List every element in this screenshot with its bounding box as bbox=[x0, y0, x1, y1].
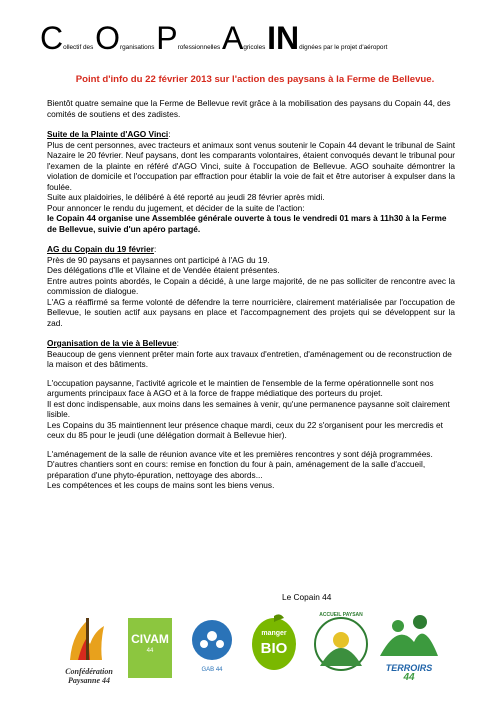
accueil-paysan-emblem-icon bbox=[312, 610, 370, 682]
document-body bbox=[47, 98, 455, 491]
manger-label: manger bbox=[261, 630, 287, 637]
copain-acronym-banner bbox=[40, 22, 470, 62]
confederation-paysanne-logo bbox=[60, 614, 118, 686]
banner-letter-c: C bbox=[40, 20, 64, 56]
plainte-paragraph-2: Suite aux plaidoiries, le délibéré à été reporté au jeudi 28 février après midi. bbox=[47, 192, 325, 202]
section-heading-organisation: Organisation de la vie à Bellevue: bbox=[47, 338, 179, 348]
banner-word-professionnelles: rofessionnelles bbox=[177, 44, 222, 51]
banner-letter-a: A bbox=[221, 20, 244, 56]
civam-logo bbox=[128, 618, 172, 678]
bio-label: BIO bbox=[260, 640, 288, 657]
terroirs-number: 44 bbox=[403, 672, 415, 683]
banner-word-organisations: rganisations bbox=[119, 44, 157, 51]
gab-circle-icon bbox=[184, 618, 240, 662]
organisation-paragraph-3: Il est donc indispensable, aux moins dans les semaines à venir, qu'une permanence paysanne soit clairement lisible. bbox=[47, 398, 450, 419]
ag-paragraph-2: Des délégations d'Ile et Vilaine et de Vendée étaient présentes. bbox=[47, 265, 280, 275]
plainte-announcement: le Copain 44 organise une Assemblée générale ouverte à tous le vendredi 01 mars à 11h30 à la Ferme de Bellevue, suivie d'un apéro partagé. bbox=[47, 213, 447, 234]
intro-paragraph: Bientôt quatre semaine que la Ferme de Bellevue revit grâce à la mobilisation des paysans du Copain 44, des comités de soutiens et des zadistes. bbox=[47, 98, 451, 119]
gab44-logo bbox=[184, 618, 240, 684]
banner-word-collectif: ollectif des bbox=[63, 44, 96, 51]
organisation-paragraph-2: L'occupation paysanne, l'activité agricole et le maintien de l'ensemble de la ferme opérationnelle sont nos arguments principaux face à AGO et à la force de frappe médiatique des porteurs du projet. bbox=[47, 377, 434, 398]
banner-letter-p: P bbox=[156, 20, 178, 56]
section-heading-ag: AG du Copain du 19 février: bbox=[47, 244, 157, 254]
plainte-paragraph-1: Plus de cent personnes, avec tracteurs et animaux sont venus soutenir le Copain 44 devant le tribunal de Saint Nazaire le 20 février. Neuf paysans, dont les comparants volontaires, étaient convoqués devant le tribunal pour l'examen de la plainte en référé d'AGO Vinci, suite à l'occupation de Bellevue. AGO souhaite démontrer la violation de domicile et l'occupation par effraction pour établir la voie de fait et être autoriser à expulser dans la foulée. bbox=[47, 139, 455, 192]
confederation-line-1: Confédération bbox=[65, 667, 113, 676]
signature: Le Copain 44 bbox=[282, 592, 332, 602]
confederation-emblem-icon bbox=[60, 614, 118, 662]
organisation-paragraph-5: L'aménagement de la salle de réunion avance vite et les premières rencontres y sont déjà programmées. bbox=[47, 448, 433, 459]
civam-sub-label: 44 bbox=[146, 648, 154, 654]
section-heading-plainte: Suite de la Plainte d'AGO Vinci: bbox=[47, 129, 171, 139]
organisation-paragraph-7: Les compétences et les coups de mains sont les biens venus. bbox=[47, 480, 275, 490]
banner-letter-o: O bbox=[95, 20, 120, 56]
terroirs-label: TERROIRS bbox=[385, 663, 433, 673]
accueil-paysan-logo bbox=[312, 610, 370, 682]
gab-label: GAB 44 bbox=[201, 667, 223, 673]
ag-paragraph-4: L'AG a réaffirmé sa ferme volonté de défendre la terre nourricière, clairement matérialisée par l'occupation de Bellevue, le soutien actif aux paysans en place et l'accompagnement des projets qui se développent sur la zad. bbox=[47, 296, 455, 328]
confederation-line-2: Paysanne 44 bbox=[68, 676, 110, 685]
organisation-paragraph-6: D'autres chantiers sont en cours: remise en fonction du four à pain, aménagement de la salle d'accueil, préparation d'une phyto-épuration, nettoyage des abords... bbox=[47, 459, 426, 480]
ag-paragraph-1: Près de 90 paysans et paysannes ont participé à l'AG du 19. bbox=[47, 254, 270, 265]
manger-bio-logo bbox=[250, 612, 298, 672]
partner-logos-row bbox=[60, 608, 440, 688]
accueil-label: ACCUEIL PAYSAN bbox=[319, 612, 363, 618]
banner-letters-in: IN bbox=[267, 20, 300, 56]
plainte-paragraph-3: Pour annoncer le rendu du jugement, et décider de la suite de l'action: bbox=[47, 202, 305, 213]
terroirs-hills-icon bbox=[378, 612, 440, 658]
document-title: Point d'info du 22 février 2013 sur l'action des paysans à la Ferme de Bellevue. bbox=[75, 74, 435, 85]
ag-paragraph-3: Entre autres points abordés, le Copain a décidé, à une large majorité, de ne pas solliciter de rencontre avec la commission de dialogue. bbox=[47, 275, 455, 296]
banner-word-agricoles: gricoles bbox=[243, 44, 268, 51]
terroirs44-logo bbox=[378, 612, 440, 682]
organisation-paragraph-1: Beaucoup de gens viennent prêter main forte aux travaux d'entretien, d'aménagement ou de reconstruction de la maison et des bâtiments. bbox=[47, 348, 452, 369]
civam-label: CIVAM bbox=[131, 632, 169, 646]
banner-word-indignees: dignées par le projet d'aéroport bbox=[299, 44, 388, 51]
organisation-paragraph-4: Les Copains du 35 maintiennent leur présence chaque mardi, ceux du 22 s'organisent pour les mercredis et ceux du 85 pour le jeudi (une délégation dormait à Bellevue hier). bbox=[47, 419, 443, 440]
